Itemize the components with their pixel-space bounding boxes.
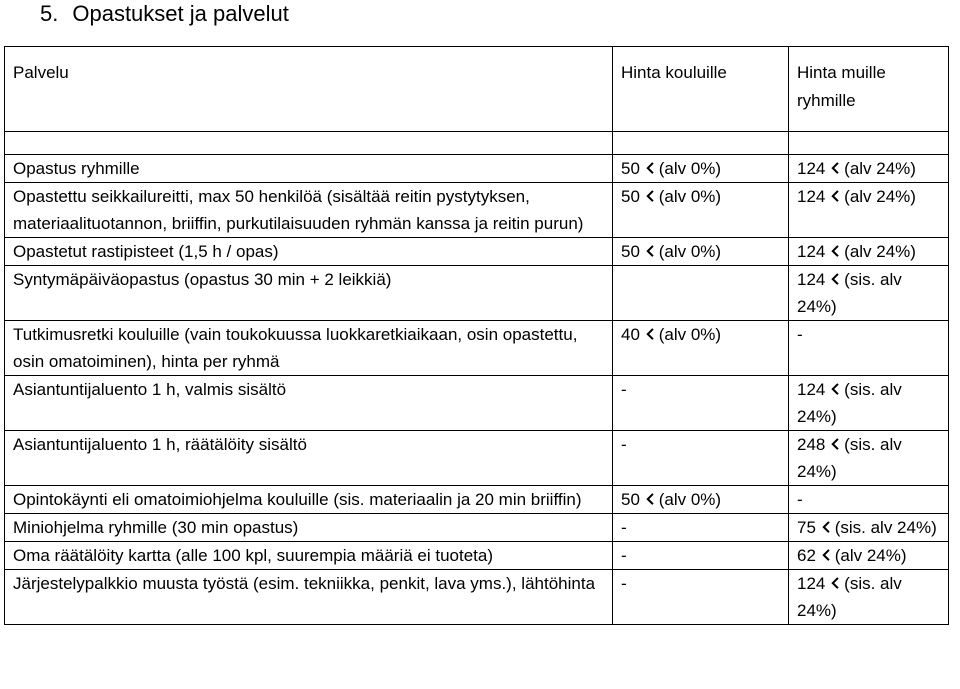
- header-service: Palvelu: [5, 47, 613, 132]
- school-price-cell: 40 (alv 0%): [613, 321, 789, 376]
- price-table: [4, 46, 949, 625]
- table-row: [5, 431, 949, 486]
- school-price-cell: 50 (alv 0%): [613, 183, 789, 238]
- school-price-cell: 50 (alv 0%): [613, 486, 789, 514]
- table-row: [5, 514, 949, 542]
- section-heading: [40, 0, 289, 28]
- euro-icon: [645, 243, 654, 259]
- other-price-cell: -: [789, 486, 949, 514]
- euro-icon: [821, 519, 830, 535]
- euro-icon: [830, 575, 839, 591]
- euro-icon: [830, 243, 839, 259]
- header-school-price: Hinta kouluille: [613, 47, 789, 132]
- service-cell: Opastettu seikkailureitti, max 50 henkilöä (sisältää reitin pystytyksen, materiaalituotannon, briiffin, purkutilaisuuden ryhmän kanssa ja reitin purun): [5, 183, 613, 238]
- school-price-cell: -: [613, 376, 789, 431]
- other-price-cell: 124 (sis. alv 24%): [789, 376, 949, 431]
- euro-icon: [830, 160, 839, 176]
- school-price-cell: -: [613, 514, 789, 542]
- table-row: [5, 486, 949, 514]
- euro-icon: [645, 188, 654, 204]
- service-cell: Tutkimusretki kouluille (vain toukokuussa luokkaretkiaikaan, osin opastettu, osin omatoiminen), hinta per ryhmä: [5, 321, 613, 376]
- other-price-cell: 124 (alv 24%): [789, 155, 949, 183]
- other-price-cell: 124 (alv 24%): [789, 183, 949, 238]
- table-row: [5, 542, 949, 570]
- school-price-cell: [613, 266, 789, 321]
- section-number: 5.: [40, 1, 59, 26]
- school-price-cell: 50 (alv 0%): [613, 238, 789, 266]
- euro-icon: [830, 188, 839, 204]
- school-price-cell: -: [613, 431, 789, 486]
- euro-icon: [645, 491, 654, 507]
- euro-icon: [830, 436, 839, 452]
- other-price-cell: 75 (sis. alv 24%): [789, 514, 949, 542]
- euro-icon: [645, 160, 654, 176]
- table-row: [5, 376, 949, 431]
- service-cell: Opastus ryhmille: [5, 155, 613, 183]
- table-row: [5, 266, 949, 321]
- table-row: [5, 321, 949, 376]
- service-cell: Asiantuntijaluento 1 h, räätälöity sisältö: [5, 431, 613, 486]
- service-cell: Miniohjelma ryhmille (30 min opastus): [5, 514, 613, 542]
- table-row: [5, 155, 949, 183]
- other-price-cell: 124 (sis. alv 24%): [789, 266, 949, 321]
- euro-icon: [821, 547, 830, 563]
- other-price-cell: 124 (sis. alv 24%): [789, 570, 949, 625]
- other-price-cell: 248 (sis. alv 24%): [789, 431, 949, 486]
- other-price-cell: 124 (alv 24%): [789, 238, 949, 266]
- service-cell: Syntymäpäiväopastus (opastus 30 min + 2 leikkiä): [5, 266, 613, 321]
- service-cell: Järjestelypalkkio muusta työstä (esim. tekniikka, penkit, lava yms.), lähtöhinta: [5, 570, 613, 625]
- euro-icon: [830, 381, 839, 397]
- service-cell: Opintokäynti eli omatoimiohjelma kouluille (sis. materiaalin ja 20 min briiffin): [5, 486, 613, 514]
- school-price-cell: -: [613, 570, 789, 625]
- euro-icon: [830, 271, 839, 287]
- spacer-row: [5, 132, 949, 155]
- header-other-price: Hinta muille ryhmille: [789, 47, 949, 132]
- school-price-cell: -: [613, 542, 789, 570]
- table-row: [5, 183, 949, 238]
- table-row: [5, 238, 949, 266]
- euro-icon: [645, 326, 654, 342]
- service-cell: Opastetut rastipisteet (1,5 h / opas): [5, 238, 613, 266]
- other-price-cell: -: [789, 321, 949, 376]
- section-title: Opastukset ja palvelut: [72, 1, 289, 26]
- other-price-cell: 62 (alv 24%): [789, 542, 949, 570]
- school-price-cell: 50 (alv 0%): [613, 155, 789, 183]
- service-cell: Oma räätälöity kartta (alle 100 kpl, suurempia määriä ei tuoteta): [5, 542, 613, 570]
- service-cell: Asiantuntijaluento 1 h, valmis sisältö: [5, 376, 613, 431]
- table-header-row: [5, 47, 949, 132]
- table-row: [5, 570, 949, 625]
